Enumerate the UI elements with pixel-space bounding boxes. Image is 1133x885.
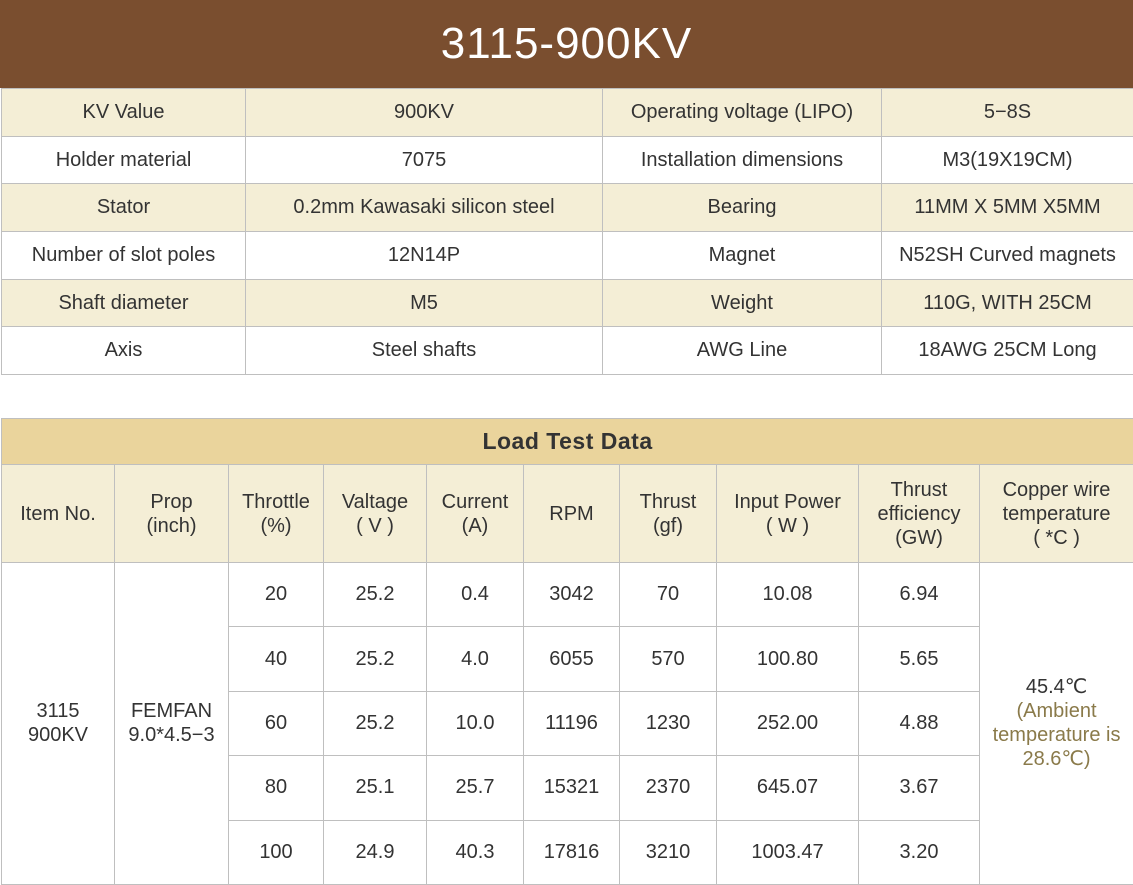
spec-label: Holder material <box>2 136 246 184</box>
data-cell: 0.4 <box>427 563 524 627</box>
cell-line: Current <box>441 490 509 513</box>
data-cell: 15321 <box>524 756 620 820</box>
column-header <box>717 465 859 563</box>
item-no-cell <box>2 563 115 885</box>
spec-value: Steel shafts <box>246 327 603 375</box>
spec-label: Shaft diameter <box>2 279 246 327</box>
data-cell: 6.94 <box>859 563 980 627</box>
data-cell: 24.9 <box>324 820 427 884</box>
column-header <box>324 465 427 563</box>
spec-row <box>2 89 1133 137</box>
spec-value: 0.2mm Kawasaki silicon steel <box>246 184 603 232</box>
cell-line: Copper wire <box>1002 478 1111 501</box>
spec-label: KV Value <box>2 89 246 137</box>
cell-line: (GW) <box>895 526 943 549</box>
cell-line: (gf) <box>653 514 683 537</box>
spec-row <box>2 279 1133 327</box>
cell-line: (%) <box>260 514 292 537</box>
data-cell: 570 <box>620 627 717 691</box>
spec-label: Installation dimensions <box>603 136 882 184</box>
data-cell: 2370 <box>620 756 717 820</box>
cell-line: 900KV <box>27 724 89 747</box>
column-header <box>427 465 524 563</box>
prop-cell <box>115 563 229 885</box>
load-test-table <box>1 418 1133 885</box>
data-cell: 25.2 <box>324 563 427 627</box>
copper-temp-value: 45.4℃ <box>1025 676 1088 699</box>
cell-line: (A) <box>461 514 489 537</box>
data-cell: 40.3 <box>427 820 524 884</box>
data-cell: 10.0 <box>427 691 524 755</box>
spec-label: AWG Line <box>603 327 882 375</box>
data-cell: 17816 <box>524 820 620 884</box>
spec-value: 110G, WITH 25CM <box>882 279 1133 327</box>
data-cell: 11196 <box>524 691 620 755</box>
data-cell: 252.00 <box>717 691 859 755</box>
data-cell: 25.7 <box>427 756 524 820</box>
spec-label: Magnet <box>603 232 882 280</box>
data-cell: 6055 <box>524 627 620 691</box>
spec-value: N52SH Curved magnets <box>882 232 1133 280</box>
spec-value: M5 <box>246 279 603 327</box>
data-cell: 645.07 <box>717 756 859 820</box>
spec-value: M3(19X19CM) <box>882 136 1133 184</box>
spec-label: Stator <box>2 184 246 232</box>
ambient-note-line: (Ambient <box>1016 700 1097 723</box>
cell-line: FEMFAN <box>130 700 213 723</box>
spec-label: Weight <box>603 279 882 327</box>
data-cell: 3.67 <box>859 756 980 820</box>
data-cell: 10.08 <box>717 563 859 627</box>
cell-line: ( V ) <box>356 514 394 537</box>
spec-value: 11MM X 5MM X5MM <box>882 184 1133 232</box>
cell-line: Throttle <box>242 490 310 513</box>
cell-line: Valtage <box>341 490 409 513</box>
spec-value: 18AWG 25CM Long <box>882 327 1133 375</box>
data-cell: 20 <box>229 563 324 627</box>
cell-line: Thrust <box>890 478 948 501</box>
copper-temp-cell <box>980 563 1133 885</box>
spec-label: Operating voltage (LIPO) <box>603 89 882 137</box>
cell-line: 3115 <box>36 700 80 723</box>
column-header <box>859 465 980 563</box>
data-cell: 100.80 <box>717 627 859 691</box>
data-cell: 25.1 <box>324 756 427 820</box>
spec-value: 7075 <box>246 136 603 184</box>
column-header <box>980 465 1133 563</box>
spec-row <box>2 232 1133 280</box>
data-cell: 3210 <box>620 820 717 884</box>
cell-line: ( *C ) <box>1033 526 1080 549</box>
table-row <box>2 563 1133 627</box>
data-cell: 60 <box>229 691 324 755</box>
data-cell: 5.65 <box>859 627 980 691</box>
cell-line: Thrust <box>639 490 697 513</box>
data-cell: 70 <box>620 563 717 627</box>
data-cell: 25.2 <box>324 627 427 691</box>
data-cell: 25.2 <box>324 691 427 755</box>
data-cell: 40 <box>229 627 324 691</box>
column-header <box>620 465 717 563</box>
spec-value: 5−8S <box>882 89 1133 137</box>
data-cell: 4.0 <box>427 627 524 691</box>
cell-line: Input Power <box>734 490 841 513</box>
spec-label: Number of slot poles <box>2 232 246 280</box>
spec-row <box>2 184 1133 232</box>
spec-value: 12N14P <box>246 232 603 280</box>
data-cell: 3.20 <box>859 820 980 884</box>
spec-label: Bearing <box>603 184 882 232</box>
ambient-note-line: temperature is <box>992 724 1121 747</box>
cell-line: temperature <box>1002 502 1111 525</box>
column-header <box>2 465 115 563</box>
page-title: 3115-900KV <box>0 0 1133 88</box>
spec-label: Axis <box>2 327 246 375</box>
cell-line: (inch) <box>146 514 197 537</box>
spec-table <box>1 88 1133 375</box>
cell-line: ( W ) <box>765 514 810 537</box>
cell-line: 9.0*4.5−3 <box>128 724 215 747</box>
cell-line: Prop <box>150 490 193 513</box>
ambient-note-line: 28.6℃) <box>1022 748 1091 771</box>
cell-line: RPM <box>549 502 594 525</box>
column-header <box>229 465 324 563</box>
spec-row <box>2 136 1133 184</box>
load-test-title: Load Test Data <box>2 419 1133 465</box>
cell-line: efficiency <box>877 502 961 525</box>
data-cell: 1003.47 <box>717 820 859 884</box>
data-cell: 3042 <box>524 563 620 627</box>
data-cell: 1230 <box>620 691 717 755</box>
cell-line: Item No. <box>20 502 96 525</box>
column-header <box>115 465 229 563</box>
spec-value: 900KV <box>246 89 603 137</box>
data-cell: 100 <box>229 820 324 884</box>
spec-row <box>2 327 1133 375</box>
column-header <box>524 465 620 563</box>
data-cell: 4.88 <box>859 691 980 755</box>
data-cell: 80 <box>229 756 324 820</box>
